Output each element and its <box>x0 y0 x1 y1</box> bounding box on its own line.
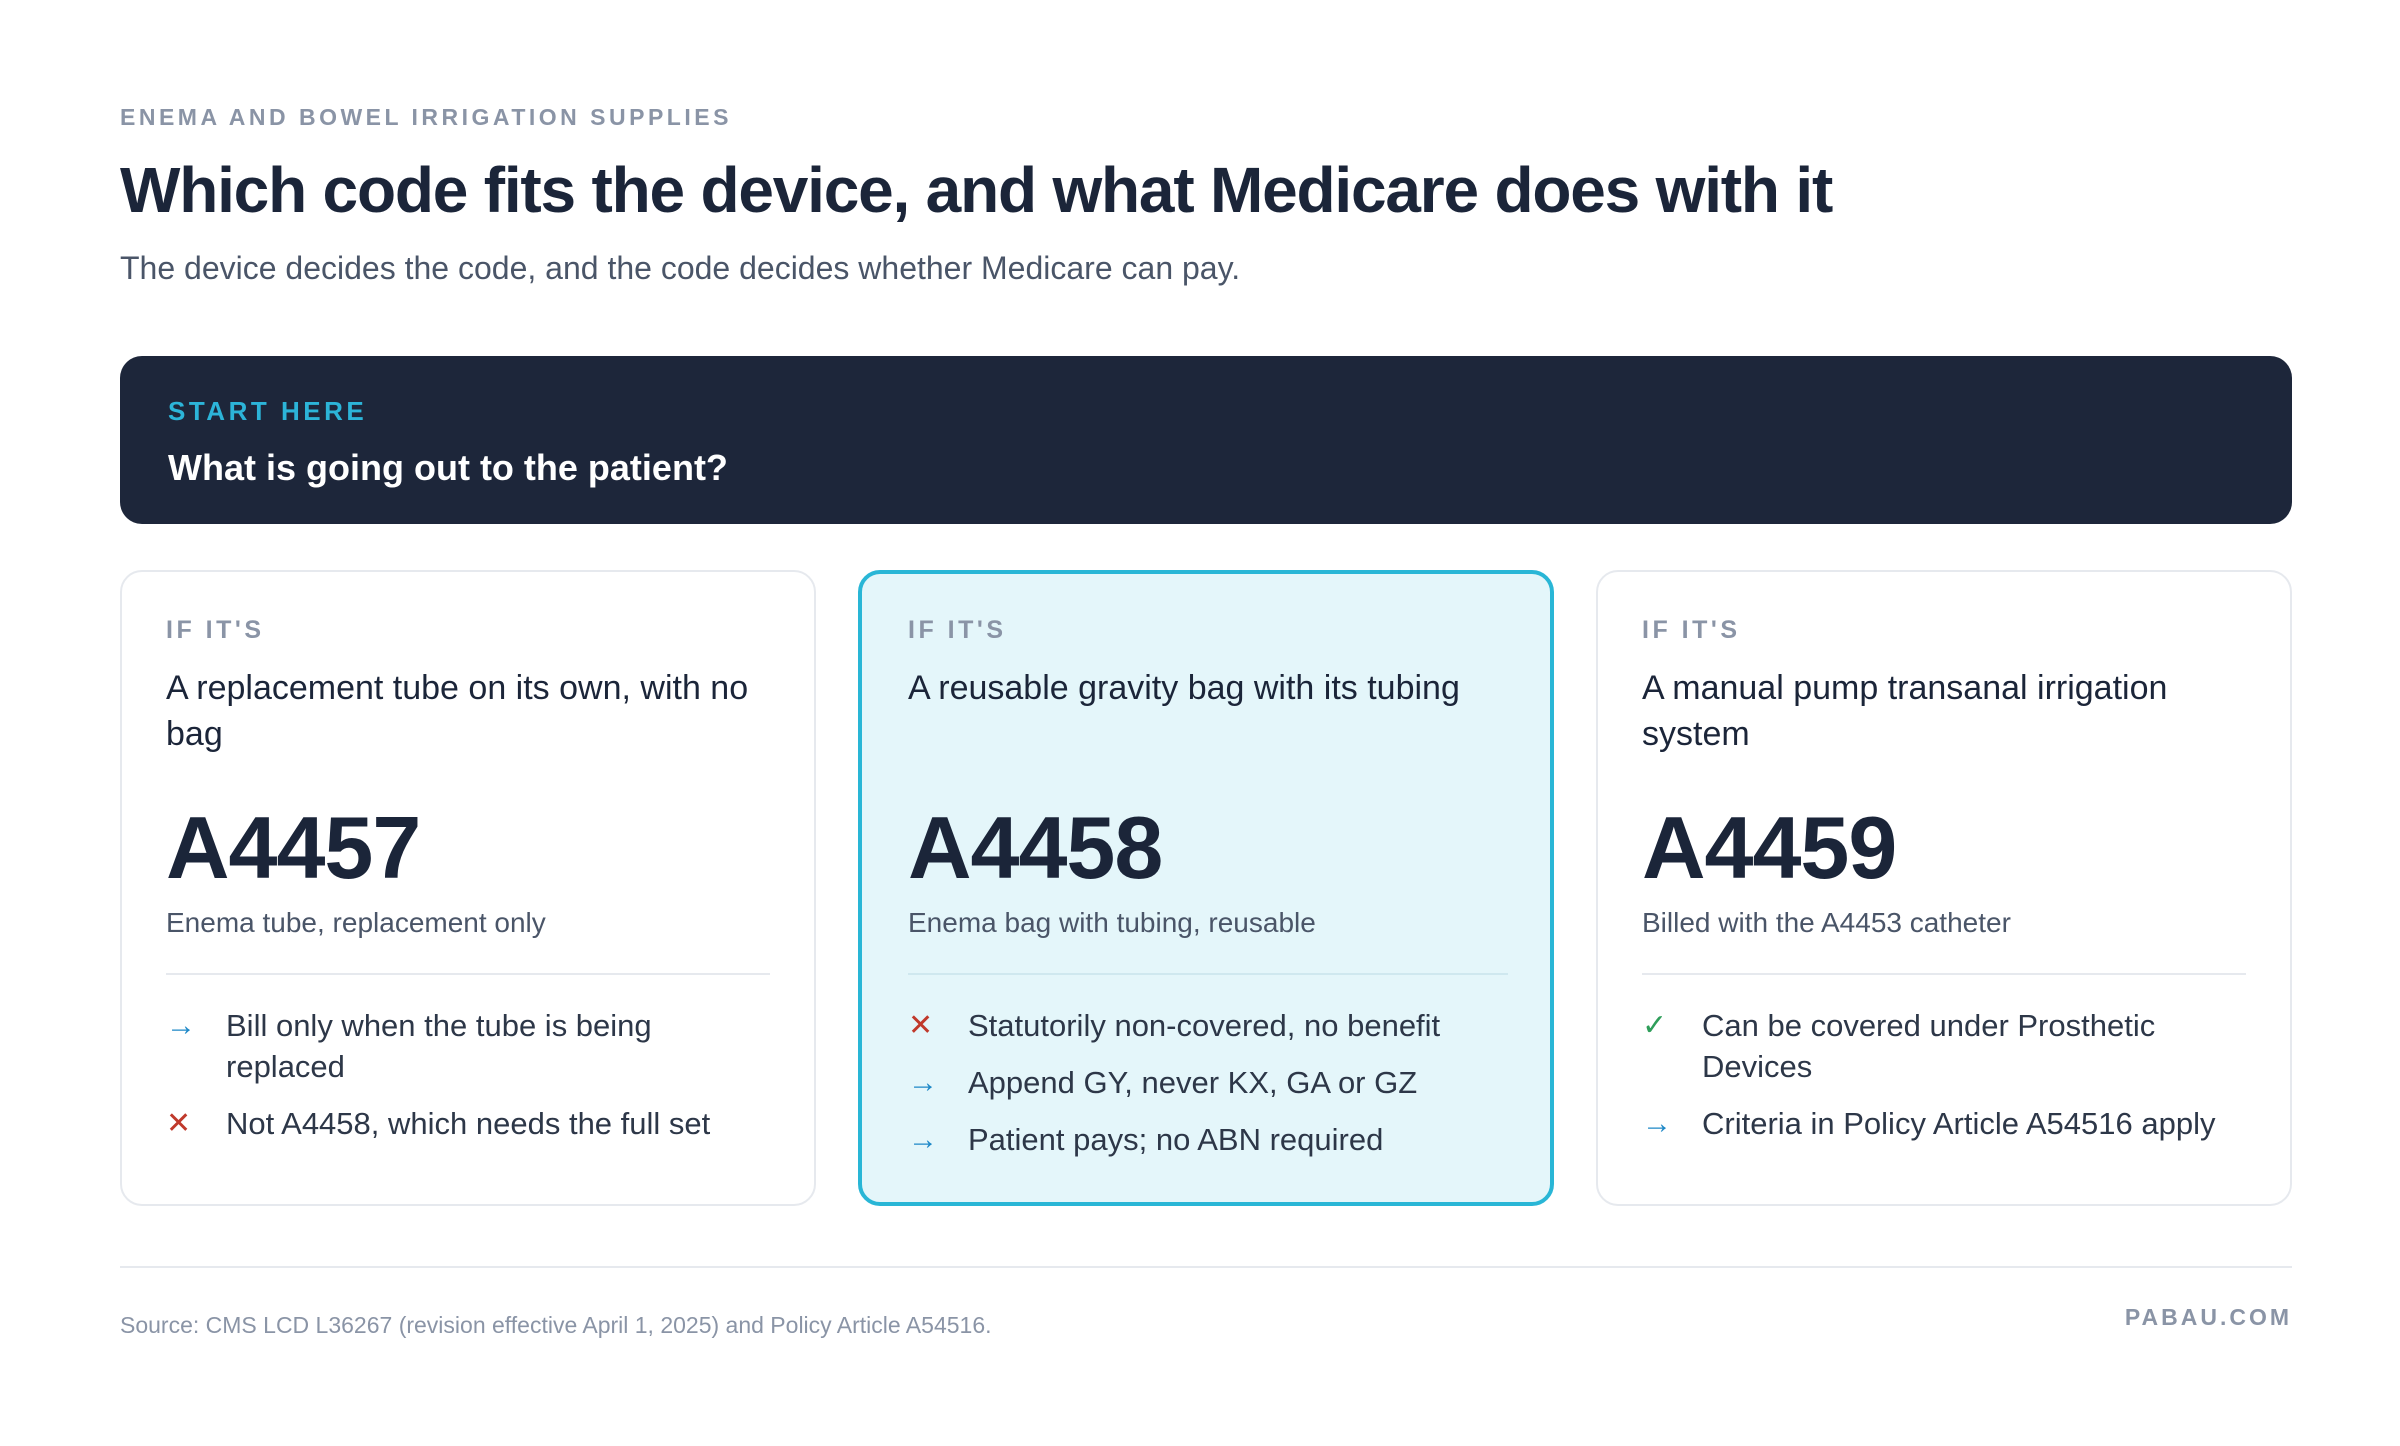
card-code: A4457 <box>166 798 421 897</box>
code-card-a4457 <box>120 570 816 1206</box>
card-description: Enema bag with tubing, reusable <box>908 907 1316 938</box>
card-bullet <box>1642 1103 2246 1144</box>
card-bullets <box>166 1005 770 1144</box>
card-divider <box>166 973 770 975</box>
code-cards <box>120 570 2292 1206</box>
card-code: A4459 <box>1642 798 1897 897</box>
bullet-text: Bill only when the tube is being replaced <box>226 1008 652 1084</box>
card-bullet <box>908 1119 1508 1160</box>
arrow-right-icon: → <box>908 1123 938 1156</box>
arrow-right-icon: → <box>166 1009 196 1042</box>
card-device: A replacement tube on its own, with no bag <box>166 669 749 753</box>
start-here-label: START HERE <box>168 396 368 426</box>
card-bullet <box>1642 1005 2246 1087</box>
card-description: Enema tube, replacement only <box>166 907 546 938</box>
card-description: Billed with the A4453 catheter <box>1642 907 2011 938</box>
bullet-text: Not A4458, which needs the full set <box>226 1106 711 1141</box>
brand-mark: PABAU.COM <box>2124 1304 2292 1330</box>
card-bullet <box>166 1103 770 1144</box>
bullet-text: Criteria in Policy Article A54516 apply <box>1702 1106 2216 1141</box>
start-here-question: What is going out to the patient? <box>168 447 728 488</box>
bullet-text: Can be covered under Prosthetic Devices <box>1702 1008 2156 1084</box>
footer-divider <box>120 1266 2292 1268</box>
bullet-text: Statutorily non-covered, no benefit <box>968 1008 1441 1043</box>
card-device: A manual pump transanal irrigation system <box>1642 669 2168 753</box>
section-eyebrow: ENEMA AND BOWEL IRRIGATION SUPPLIES <box>120 104 732 130</box>
card-eyebrow: IF IT'S <box>1642 616 1741 644</box>
card-bullets <box>908 1005 1508 1160</box>
card-divider <box>908 973 1508 975</box>
check-icon: ✓ <box>1642 1009 1668 1042</box>
card-bullet <box>908 1005 1508 1046</box>
page <box>120 0 2292 1446</box>
card-divider <box>1642 973 2246 975</box>
page-title: Which code fits the device, and what Medicare does with it <box>120 154 1833 226</box>
arrow-right-icon: → <box>908 1066 938 1099</box>
card-bullets <box>1642 1005 2246 1144</box>
cross-icon: ✕ <box>908 1009 934 1042</box>
bullet-text: Append GY, never KX, GA or GZ <box>968 1065 1418 1100</box>
bullet-text: Patient pays; no ABN required <box>968 1122 1384 1157</box>
card-eyebrow: IF IT'S <box>166 616 265 644</box>
page-subtitle: The device decides the code, and the code decides whether Medicare can pay. <box>120 250 1241 286</box>
code-card-a4459 <box>1596 570 2292 1206</box>
code-card-a4458 <box>858 570 1554 1206</box>
card-bullet <box>908 1062 1508 1103</box>
start-here-banner <box>120 356 2292 524</box>
card-code: A4458 <box>908 798 1163 897</box>
card-eyebrow: IF IT'S <box>908 616 1007 644</box>
source-note: Source: CMS LCD L36267 (revision effective April 1, 2025) and Policy Article A54516. <box>120 1312 992 1338</box>
arrow-right-icon: → <box>1642 1107 1672 1140</box>
card-device: A reusable gravity bag with its tubing <box>908 669 1460 707</box>
cross-icon: ✕ <box>166 1107 192 1140</box>
card-bullet <box>166 1005 770 1087</box>
